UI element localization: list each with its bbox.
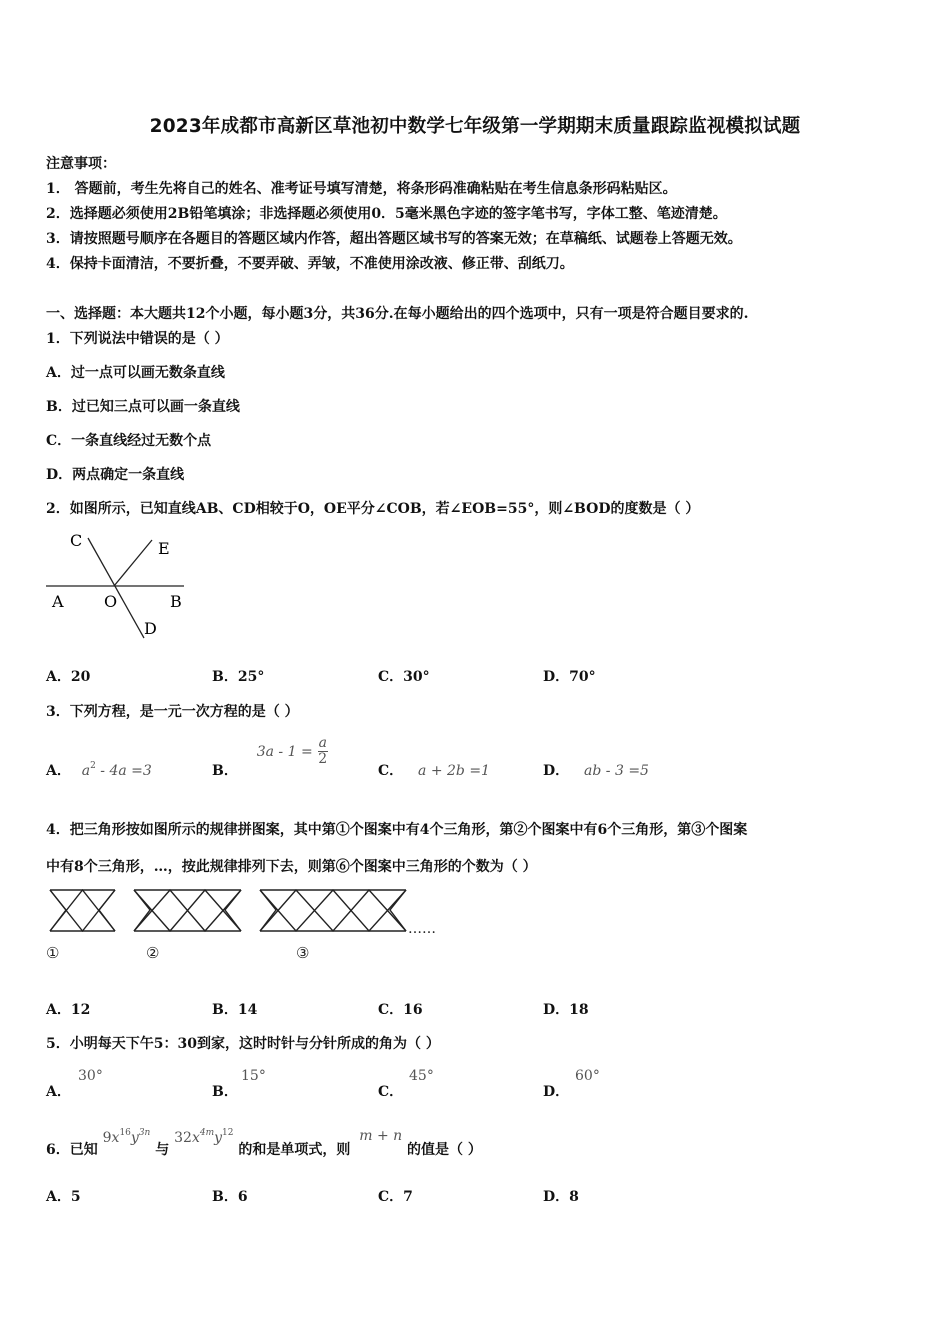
notice-item-1: 1． 答题前，考生先将自己的姓名、准考证号填写清楚，将条形码准确粘贴在考生信息条形码粘贴区。 (46, 181, 677, 197)
label-e: E (158, 539, 170, 558)
q6-option-a: A．5 (46, 1189, 81, 1205)
notice-item-4: 4．保持卡面清洁，不要折叠，不要弄破、弄皱，不准使用涂改液、修正带、刮纸刀。 (46, 256, 574, 272)
q2-option-a: A．20 (46, 669, 91, 685)
q4-fig-label-2: ② (146, 944, 160, 962)
q6-pre: 6．已知 (46, 1142, 98, 1158)
q3-a-base: a (81, 763, 91, 779)
label-b: B (170, 592, 182, 611)
q4-stem-line1: 4．把三角形按如图所示的规律拼图案，其中第①个图案中有4个三角形，第②个图案中有6个三角形，第③个图案 (46, 822, 748, 838)
q4-ellipsis: …… (408, 921, 436, 937)
label-o: O (104, 592, 118, 611)
q1-option-b: B．过已知三点可以画一条直线 (46, 399, 240, 415)
q5-option-c-letter: C． (378, 1084, 404, 1100)
q6-tail: 的值是（ ） (407, 1142, 482, 1158)
q5-option-b-value: 15° (241, 1068, 266, 1084)
q3-letter-a: A． (46, 763, 71, 779)
q2-option-c: C．30° (378, 669, 430, 685)
q3-letter-c: C． (378, 763, 404, 779)
q5-option-a-letter: A． (46, 1084, 71, 1100)
q6-option-b: B．6 (212, 1189, 248, 1205)
q3-option-a (46, 760, 152, 780)
q2-option-d: D．70° (543, 669, 596, 685)
q5-option-a-value: 30° (78, 1068, 103, 1084)
line-cd (88, 538, 144, 638)
q2-stem: 2．如图所示，已知直线AB、CD相较于O，OE平分∠COB，若∠EOB=55°，则∠BOD的度数是（ ） (46, 501, 700, 517)
q3-b-fraction (318, 736, 328, 767)
pattern-3 (260, 890, 406, 931)
q4-figure (44, 885, 464, 965)
q3-b-left: 3a - 1 = (256, 744, 313, 760)
q1-option-d: D．两点确定一条直线 (46, 467, 185, 483)
q4-option-a: A．12 (46, 1002, 91, 1018)
q4-fig-label-3: ③ (296, 944, 310, 962)
q3-d-expr: ab - 3 =5 (584, 763, 649, 779)
q4-stem-line2: 中有8个三角形，…，按此规律排列下去，则第⑥个图案中三角形的个数为（ ） (46, 859, 537, 875)
q3-stem: 3．下列方程，是一元一次方程的是（ ） (46, 704, 299, 720)
notice-item-3: 3．请按照题号顺序在各题目的答题区域内作答，超出答题区域书写的答案无效；在草稿纸、试题卷上答题无效。 (46, 231, 742, 247)
notice-item-2: 2．选择题必须使用2B铅笔填涂；非选择题必须使用0．5毫米黑色字迹的签字笔书写，字体工整、笔迹清楚。 (46, 206, 727, 222)
q1-option-c: C．一条直线经过无数个点 (46, 433, 212, 449)
q1-stem: 1．下列说法中错误的是（ ） (46, 331, 229, 347)
q6-mid: 与 (155, 1142, 170, 1158)
label-c: C (70, 531, 83, 550)
q5-stem: 5．小明每天下午5：30到家，这时时针与分针所成的角为（ ） (46, 1036, 440, 1052)
pattern-2 (134, 890, 241, 931)
section-heading: 一、选择题：本大题共12个小题，每小题3分，共36分.在每小题给出的四个选项中，只有一项是符合题目要求的. (46, 306, 749, 322)
q4-option-b: B．14 (212, 1002, 258, 1018)
q5-option-d-value: 60° (575, 1068, 600, 1084)
q3-letter-d: D． (543, 763, 570, 779)
q3-option-c (378, 760, 490, 780)
q4-option-c: C．16 (378, 1002, 423, 1018)
q6-post: 的和是单项式，则 (238, 1142, 351, 1158)
notice-heading: 注意事项： (46, 156, 116, 172)
q3-b-num: a (318, 735, 327, 751)
q5-option-c-value: 45° (409, 1068, 434, 1084)
q4-fig-label-1: ① (46, 944, 60, 962)
q6-expr: m + n (359, 1128, 403, 1144)
q2-figure (44, 528, 194, 646)
q3-option-b (212, 736, 328, 780)
q6-term-1: $9x^{16}y^{3n}$ (102, 1128, 151, 1146)
label-d: D (144, 619, 157, 638)
q2-option-b: B．25° (212, 669, 265, 685)
q3-a-rest: - 4a =3 (95, 763, 152, 779)
q3-c-expr: a + 2b =1 (418, 763, 490, 779)
q6-option-d: D．8 (543, 1189, 579, 1205)
ray-oe (114, 540, 152, 586)
pattern-1 (50, 890, 115, 931)
q5-option-d-letter: D． (543, 1084, 570, 1100)
q6-option-c: C．7 (378, 1189, 413, 1205)
q3-b-den: 2 (318, 751, 328, 767)
label-a: A (52, 592, 64, 611)
q6-term-2: $32x^{4m}y^{12}$ (174, 1128, 234, 1146)
q4-option-d: D．18 (543, 1002, 589, 1018)
q5-option-b-letter: B． (212, 1084, 238, 1100)
q3-letter-b: B． (212, 763, 238, 779)
q6-stem (46, 1128, 482, 1159)
q3-a-exp: 2 (90, 761, 96, 771)
page-title: 2023年成都市高新区草池初中数学七年级第一学期期末质量跟踪监视模拟试题 (149, 116, 801, 137)
q3-option-d (543, 760, 649, 780)
q1-option-a: A．过一点可以画无数条直线 (46, 365, 225, 381)
